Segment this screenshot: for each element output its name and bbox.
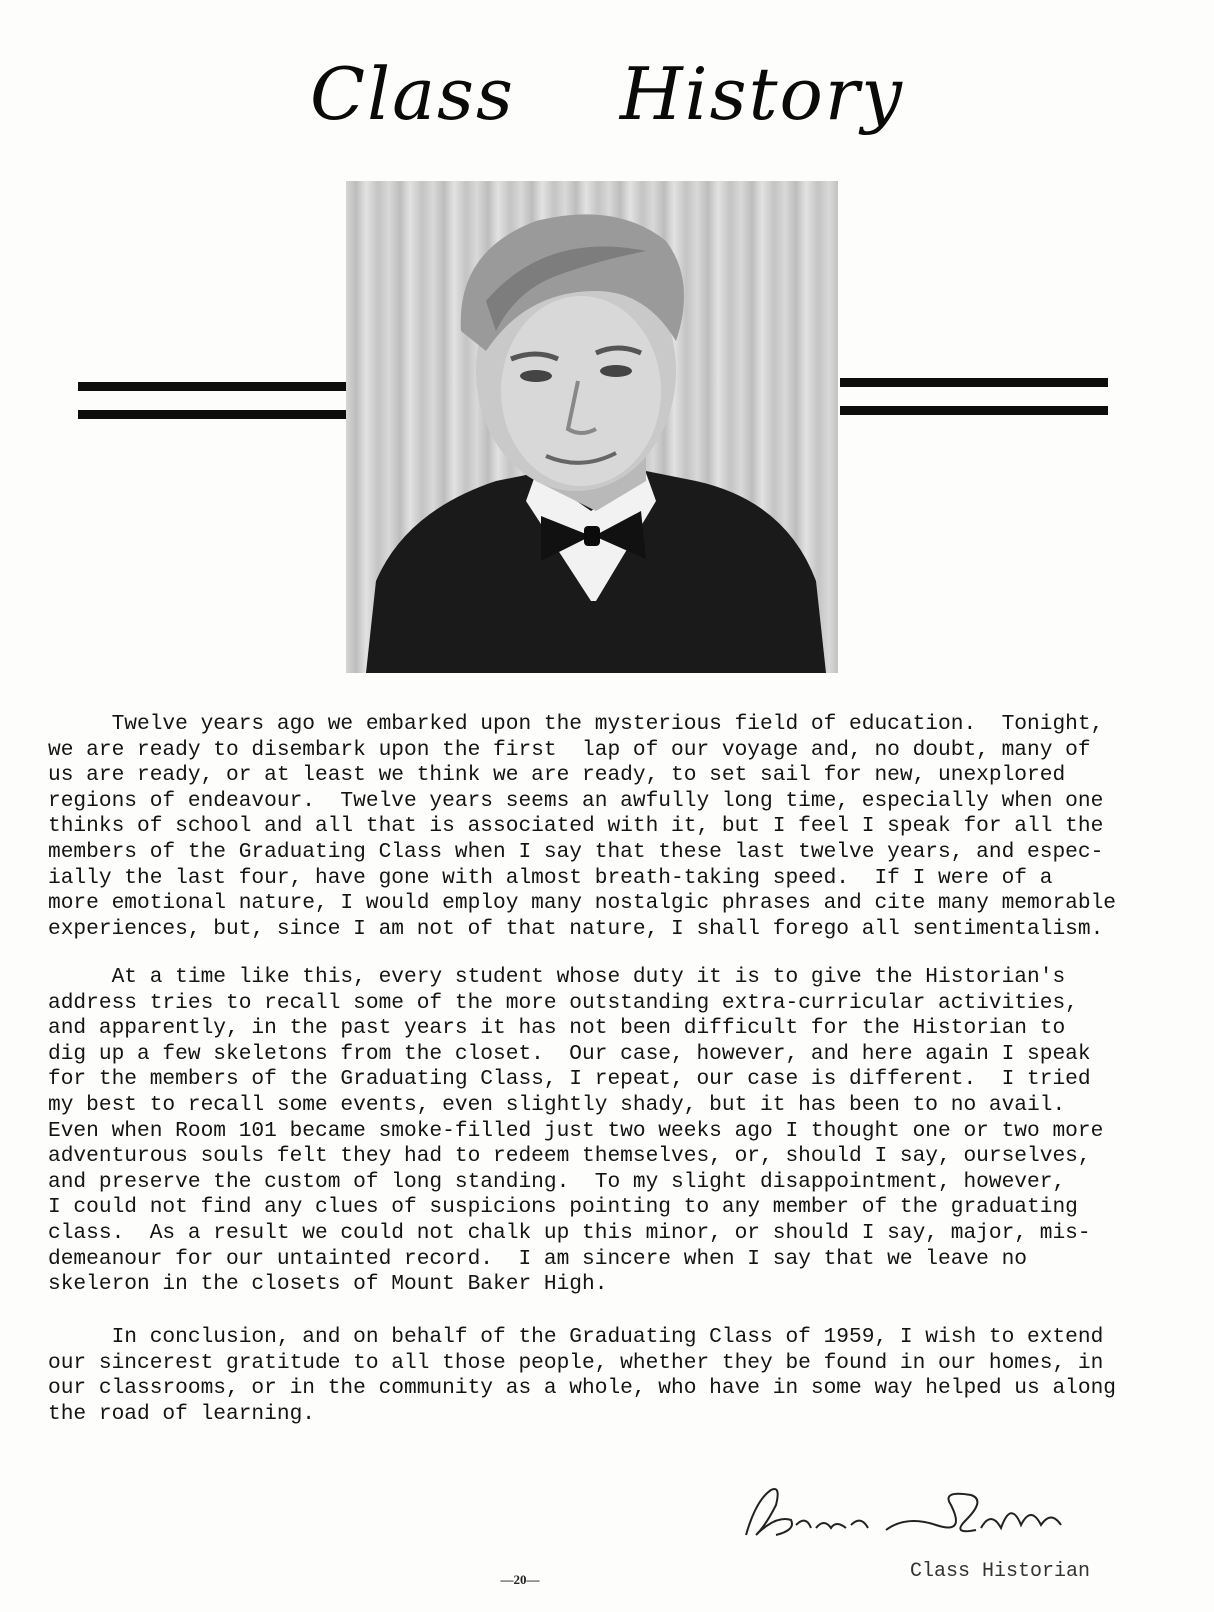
rule-bar <box>840 406 1108 415</box>
rule-bar <box>840 378 1108 387</box>
paragraph-introduction: Twelve years ago we embarked upon the mysterious field of education. Tonight, we are ready to disembark upon the first lap of our voyage and, no doubt, many of us are ready, or at least we think we are ready, to set sail for new, unexplored regions of endeavour. Twelve years seems an awfully long time, especially when one thinks of school and all that is associated with it, but I feel I speak for all the members of the Graduating Class when I say that these last twelve years, and espec- ially the last four, have gone with almost breath-taking speed. If I were of a more emotional nature, I would employ many nostalgic phrases and cite many memorable experiences, but, since I am not of that nature, I shall forego all sentimentalism. <box>48 712 1117 941</box>
left-double-rule <box>78 382 346 422</box>
paragraph-activities: At a time like this, every student whose duty it is to give the Historian's address tries to recall some of the more outstanding extra-curricular activities, and apparently, in the past years it has not been difficult for the Historian to dig up a few skeletons from the closet. Our case, however, and here again I speak for the members of the Graduating Class, I repeat, our case is different. I tried my best to recall some events, even slightly shady, but it has been to no avail. Even when Room 101 became smoke-filled just two weeks ago I thought one or two more adventurous souls felt they had to redeem themselves, or, should I say, ourselves, and preserve the custom of long standing. To my slight disappointment, however, I could not find any clues of suspicions pointing to any member of the graduating class. As a result we could not chalk up this minor, or should I say, major, mis- demeanour for our untainted record. I am sincere when I say that we leave no skeleron in the closets of Mount Baker High. <box>48 965 1104 1297</box>
portrait-photo-icon <box>346 181 838 673</box>
page-number: —20— <box>500 1572 540 1587</box>
paragraph-conclusion: In conclusion, and on behalf of the Graduating Class of 1959, I wish to extend our sincerest gratitude to all those people, whether they be found in our homes, in our classrooms, or in the community as a whole, who have in some way helped us along the road of learning. <box>48 1325 1117 1426</box>
right-double-rule <box>840 378 1108 418</box>
rule-bar <box>78 410 346 419</box>
handwritten-signature <box>736 1480 1096 1550</box>
signer-title: Class Historian <box>910 1560 1091 1583</box>
student-portrait-photo <box>346 181 838 673</box>
rule-bar <box>78 382 346 391</box>
page-title: Class History <box>310 52 904 136</box>
